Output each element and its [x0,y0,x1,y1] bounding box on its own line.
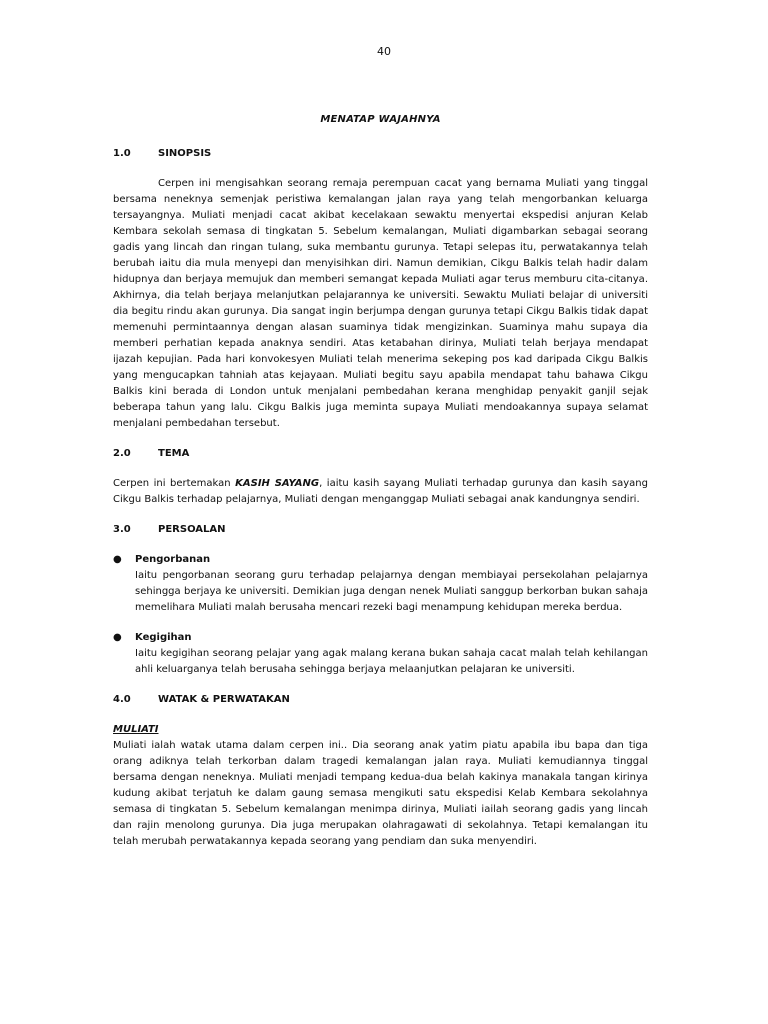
section-heading [113,692,648,708]
section-persoalan [113,522,648,678]
item-text: Iaitu pengorbanan seorang guru terhadap pelajarnya dengan membiayai persekolahan pelajarnya sehingga berjaya ke universiti. Demikian juga dengan nenek Muliati sanggup berkorban bukan sahaja memelihara Muliati malah berusaha mencari rezeki bagi menampung kehidupan mereka berdua. [135,570,648,613]
section-number: 4.0 [113,694,131,705]
section-number: 3.0 [113,524,131,535]
bullet-icon: ● [113,632,122,643]
list-item [113,630,648,678]
section-title: PERSOALAN [158,524,226,535]
list-item [113,552,648,616]
section-title: SINOPSIS [158,148,212,159]
document-title: MENATAP WAJAHNYA [320,114,441,125]
section-heading [113,522,648,538]
section-heading [113,146,648,162]
tema-emphasis: KASIH SAYANG [235,478,320,489]
section-heading [113,446,648,462]
section-watak [113,692,648,850]
item-text: Iaitu kegigihan seorang pelajar yang agak malang kerana bukan sahaja cacat malah telah kehilangan ahli keluarganya telah berusaha sehingga berjaya melaanjutkan pelajaran ke universiti. [135,648,648,675]
item-label: Pengorbanan [135,554,211,565]
tema-text-before: Cerpen ini bertemakan [113,478,236,489]
character-name: MULIATI [113,724,159,735]
tema-paragraph [113,476,648,508]
section-sinopsis [113,146,648,432]
page-number: 40 [377,45,391,58]
bullet-icon: ● [113,554,122,565]
sinopsis-paragraph: Cerpen ini mengisahkan seorang remaja perempuan cacat yang bernama Muliati yang tinggal bersama neneknya semenjak peristiwa kemalangan jalan raya yang telah mengorbankan keluarga tersayangnya. Muliati menjadi cacat akibat kecelakaan sewaktu menyertai ekspedisi anjuran Kelab Kembara sekolah semasa di tingkatan 5. Sebelum kemalangan, Muliati digambarkan sebagai seorang gadis yang lincah dan ringan tulang, suka membantu gurunya. Tetapi selepas itu, perwatakannya telah berubah iaitu dia mula menyepi dan menyisihkan diri. Namun demikian, Cikgu Balkis telah hadir dalam hidupnya dan berjaya memujuk dan memberi semangat kepada Muliati agar terus memburu cita-citanya. Akhirnya, dia telah berjaya melanjutkan pelajarannya ke universiti. Sewaktu Muliati belajar di universiti dia begitu rindu akan gurunya. Dia sangat ingin berjumpa dengan gurunya tetapi Cikgu Balkis tidak dapat memenuhi permintaannya dengan alasan suaminya tidak mengizinkan. Suaminya mahu supaya dia memberi perhatian kepada anaknya sendiri. Atas ketabahan dirinya, Muliati telah berjaya mendapat ijazah kepujian. Pada hari konvokesyen Muliati telah menerima sekeping pos kad daripada Cikgu Balkis yang mengucapkan tahniah atas kejayaan. Muliati begitu sayu apabila mendapat tahu bahawa Cikgu Balkis kini berada di London untuk menjalani pembedahan kerana menghidap penyakit ganjil sejak beberapa tahun yang lalu. Cikgu Balkis juga meminta supaya Muliati mendoakannya supaya selamat menjalani pembedahan tersebut. [113,178,648,429]
section-number: 1.0 [113,148,131,159]
section-title: TEMA [158,448,190,459]
section-number: 2.0 [113,448,131,459]
watak-paragraph: Muliati ialah watak utama dalam cerpen ini.. Dia seorang anak yatim piatu apabila ibu bapa dan tiga orang adiknya telah terkorban dalam tragedi kemalangan jalan raya. Muliati kemudiannya tinggal bersama dengan neneknya. Muliati menjadi tempang kedua-dua belah kakinya manakala tangan kirinya kudung akibat terjatuh ke dalam gaung semasa mengikuti satu ekspedisi Kelab Kembara sekolahnya semasa di tingkatan 5. Sebelum kemalangan menimpa dirinya, Muliati iailah seorang gadis yang lincah dan rajin menolong gurunya. Dia juga merupakan olahragawati di sekolahnya. Tetapi kemalangan itu telah merubah perwatakannya kepada seorang yang pendiam dan suka menyendiri. [113,740,648,847]
section-title: WATAK & PERWATAKAN [158,694,290,705]
document-body [113,112,648,864]
item-label: Kegigihan [135,632,192,643]
section-tema [113,446,648,508]
tema-text-after: , iaitu kasih sayang Muliati terhadap gurunya dan kasih sayang Cikgu Balkis terhadap pelajarnya, Muliati dengan menganggap Muliati sebagai anak kandungnya sendiri. [113,478,648,505]
